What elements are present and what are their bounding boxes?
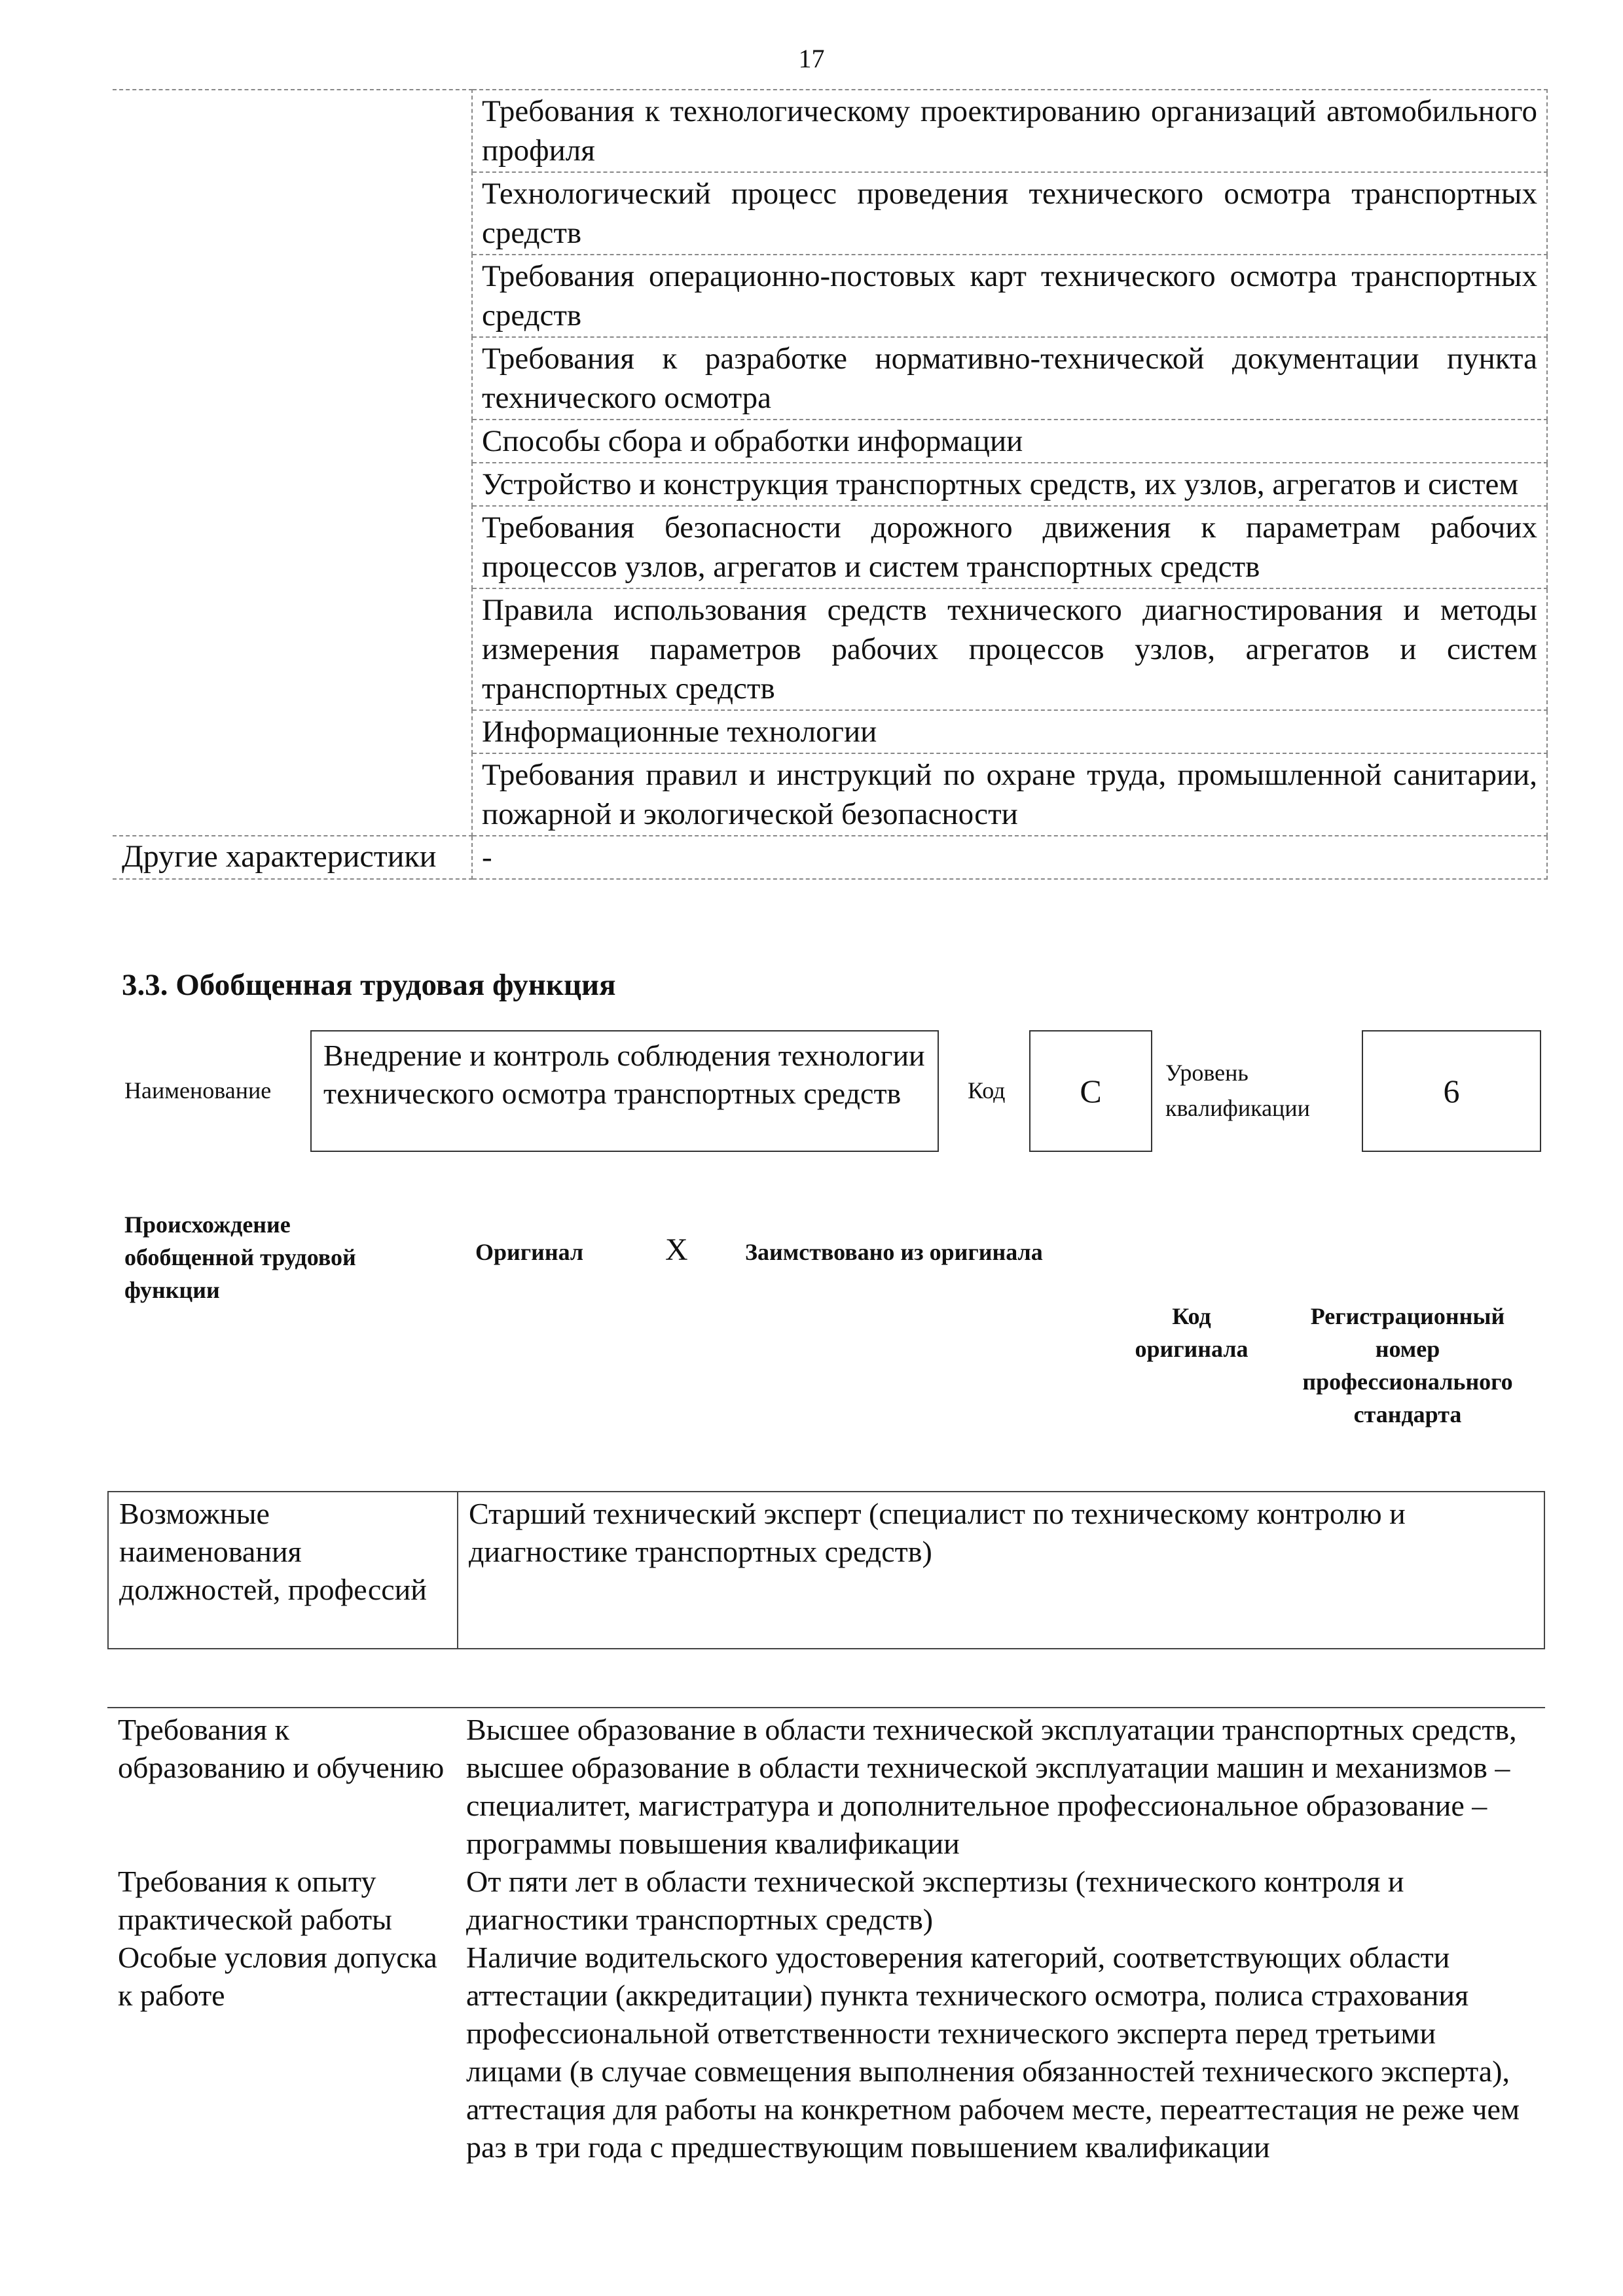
qualification-level-label: Уровень квалификации — [1165, 1060, 1310, 1121]
table-row — [113, 90, 1547, 172]
knowledge-label-cell — [113, 90, 472, 836]
experience-value: От пяти лет в области технической экспертизы (технического контроля и диагностики транспортных средств) — [466, 1865, 1404, 1936]
qualification-level-box: 6 — [1362, 1030, 1541, 1152]
knowledge-item: Правила использования средств технического диагностирования и методы измерения параметров рабочих процессов узлов, агрегатов и систем транспортных средств — [472, 588, 1547, 710]
education-label: Требования к образованию и обучению — [107, 1708, 456, 1863]
knowledge-table — [113, 89, 1548, 880]
admission-label: Особые условия допуска к работе — [118, 1941, 437, 2012]
table-row — [113, 836, 1547, 879]
table-row — [107, 1939, 1545, 2166]
name-label: Наименование — [124, 1077, 272, 1103]
knowledge-item: Требования операционно-постовых карт технического осмотра транспортных средств — [472, 255, 1547, 337]
original-mark: X — [665, 1232, 688, 1267]
requirements-table — [107, 1707, 1545, 2166]
function-code-box: C — [1029, 1030, 1152, 1152]
page-number: 17 — [798, 44, 825, 73]
knowledge-item: Требования безопасности дорожного движения к параметрам рабочих процессов узлов, агрегатов и систем транспортных средств — [472, 506, 1547, 588]
other-characteristics-value: - — [472, 836, 1547, 879]
positions-table — [107, 1491, 1545, 1649]
education-value: Высшее образование в области технической эксплуатации транспортных средств, высшее образование в области технической эксплуатации машин и механизмов – специалитет, магистратура и дополнительное профессиональное образование – программы повышения квалификации — [456, 1708, 1545, 1863]
original-code-label: Код оригинала — [1135, 1303, 1249, 1362]
borrowed-label: Заимствовано из оригинала — [745, 1239, 1043, 1265]
knowledge-item: Информационные технологии — [472, 710, 1547, 753]
experience-label: Требования к опыту практической работы — [118, 1865, 392, 1936]
knowledge-item: Требования правил и инструкций по охране труда, промышленной санитарии, пожарной и экологической безопасности — [472, 753, 1547, 836]
other-characteristics-label: Другие характеристики — [113, 836, 472, 879]
table-row — [107, 1863, 1545, 1939]
code-label: Код — [968, 1077, 1006, 1103]
knowledge-item: Требования к технологическому проектированию организаций автомобильного профиля — [472, 90, 1547, 172]
knowledge-item: Требования к разработке нормативно-технической документации пункта технического осмотра — [472, 337, 1547, 420]
positions-value: Старший технический эксперт (специалист по техническому контролю и диагностике транспортных средств) — [458, 1492, 1544, 1649]
knowledge-item: Способы сбора и обработки информации — [472, 420, 1547, 463]
function-name-box: Внедрение и контроль соблюдения технологии технического осмотра транспортных средств — [310, 1030, 939, 1152]
admission-value: Наличие водительского удостоверения категорий, соответствующих области аттестации (аккредитации) пункта технического осмотра, полиса страхования профессиональной ответственности технического эксперта перед третьими лицами (в случае совмещения выполнения обязанностей технического эксперта), аттестация для работы на конкретном рабочем месте, переаттестация не реже чем раз в три года с предшествующим повышением квалификации — [466, 1941, 1520, 2164]
knowledge-item: Технологический процесс проведения технического осмотра транспортных средств — [472, 172, 1547, 255]
knowledge-item: Устройство и конструкция транспортных средств, их узлов, агрегатов и систем — [472, 463, 1547, 506]
positions-label: Возможные наименования должностей, профессий — [108, 1492, 458, 1649]
origin-label: Происхождение обобщенной трудовой функции — [124, 1211, 356, 1303]
table-row — [108, 1492, 1544, 1649]
registration-number-label: Регистрационный номер профессионального стандарта — [1302, 1303, 1513, 1427]
table-row — [107, 1708, 1545, 1863]
original-label: Оригинал — [475, 1239, 584, 1265]
section-heading: 3.3. Обобщенная трудовая функция — [122, 968, 616, 1002]
